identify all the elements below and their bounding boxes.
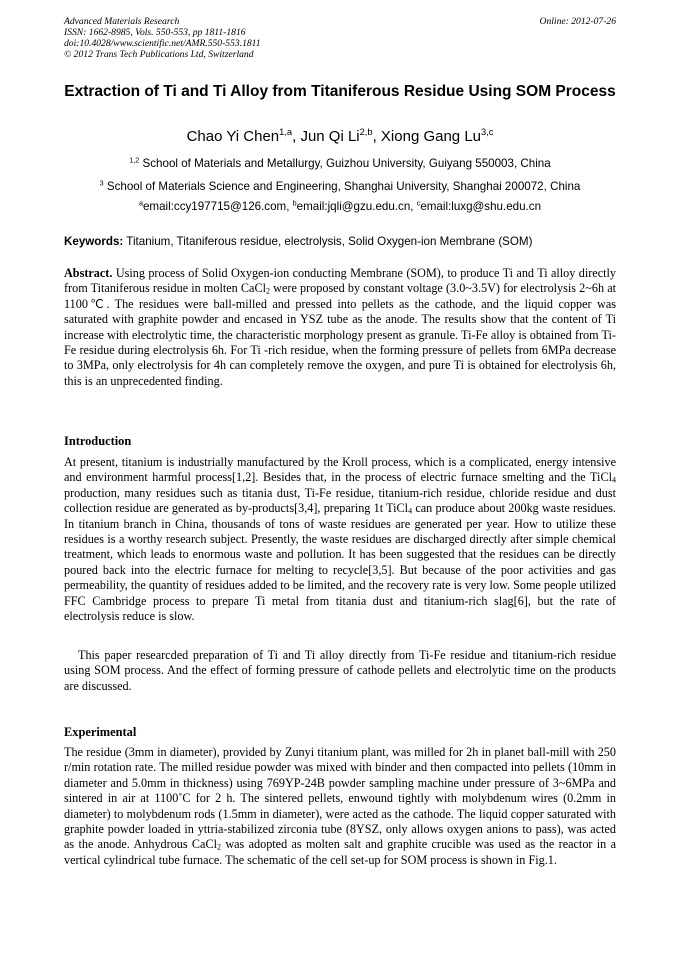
abstract-text: Using process of Solid Oxygen-ion conducting Membrane (SOM), to produce Ti and Ti alloy directly from Titaniferous residue in molten CaCl (64, 266, 616, 296)
experimental-paragraph (64, 745, 616, 868)
introduction-heading: Introduction (64, 434, 132, 448)
email-link[interactable]: email:jqli@gzu.edu.cn (296, 200, 411, 213)
journal-copyright: © 2012 Trans Tech Publications Ltd, Switzerland (64, 49, 254, 60)
author-name: Jun Qi Li (300, 128, 360, 145)
subscript: 2 (265, 287, 271, 297)
introduction-paragraph-1 (64, 455, 616, 624)
keywords (64, 235, 616, 249)
journal-header (64, 16, 616, 60)
abstract-label: Abstract. (64, 266, 113, 280)
affiliation-1 (64, 157, 616, 171)
author-list: Chao Yi Chen$^{1,a}$, Jun Qi Li$^{2,b}$, Xiong Gang Lu$^{3,c}$ (186, 126, 494, 145)
email-link[interactable]: email:luxg@shu.edu.cn (420, 200, 542, 213)
paper-title: Extraction of Ti and Ti Alloy from Titaniferous Residue Using SOM Process (64, 83, 616, 100)
email-mark: a (138, 198, 143, 208)
abstract-text: were proposed by constant voltage (3.0~3.5V) for electrolysis 2~6h at 1100℃. The residues were ball-milled and pressed into pellets as the cathode, and the liquid copper was saturated with graphite powder and encased in YSZ tube as the anode. The results show that the content of Ti increase with electrolytic time, the characteristic morphology present as granule. Ti-Fe alloy is obtained from Ti-Fe residue during electrolysis 6h. For Ti -rich residue, when the forming pressure of pellets from 6MPa decrease to 3MPa, only electrolysis for 4h can completely remove the oxygen, and pure Ti is obtained for electrolysis 6h, this is an unprecedented finding. (64, 281, 616, 388)
paragraph-text: can produce about 200kg waste residues. In titanium branch in China, thousands of tons of waste residues are generated per year. How to utilize these residues is a worthy research subject. Presently, the waste residues are discharged directly after simple chemical treatment, which leads to enormous waste and pollution. It has been suggested that the residues can be directly poured back into the electric furnace for melting to recycle[3,5]. But because of the poor activities and gas permeability, the quantity of residues added to be limited, and the recovery rate is very low. Some people utilized FFC Cambridge process to prepare Ti metal from titania dust and titanium-rich slag[6], but the rate of electrolysis reduce is slow. (64, 501, 616, 624)
author-name: Chao Yi Chen (186, 128, 280, 145)
email-mark: b (292, 198, 297, 208)
email-list: $^a$email:ccy197715@126.com, $^b$email:jqli@gzu.edu.cn, $^c$email:luxg@shu.edu.cn (138, 198, 542, 213)
header-left (64, 16, 616, 60)
email-link[interactable]: email:ccy197715@126.com (142, 200, 287, 213)
author-affiliation-mark: 1,a (279, 126, 293, 137)
online-date: Online: 2012-07-26 (539, 16, 616, 27)
subscript: 4 (611, 476, 616, 486)
paragraph-text: was adopted as molten salt and graphite crucible was used as the reactor in a vertical cylindrical tube furnace. The schematic of the cell set-up for SOM process is shown in Fig.1. (64, 837, 616, 867)
paragraph-text: production, many residues such as titania dust, Ti-Fe residue, titanium-rich residue, chloride residue and dust collection residue are generated as by-products[3,4], preparing 1t TiCl (64, 485, 616, 516)
abstract (64, 266, 616, 389)
author-name: Xiong Gang Lu (380, 128, 481, 145)
paragraph-text: At present, titanium is industrially manufactured by the Kroll process, which is a complicated, energy intensive and environment harmful process[1,2]. Besides that, in the process of electric furnace smelting and the TiCl (64, 455, 616, 485)
journal-name: Advanced Materials Research (64, 16, 180, 27)
email-mark: c (416, 198, 421, 208)
experimental-heading: Experimental (64, 725, 137, 739)
affiliation-mark: 1,2 (129, 155, 140, 165)
journal-issn: ISSN: 1662-8985, Vols. 550-553, pp 1811-1816 (64, 27, 246, 38)
subscript: 4 (408, 506, 413, 516)
affiliation-mark: 3 (99, 178, 104, 188)
subscript: 2 (216, 843, 222, 853)
introduction-paragraph-2: This paper researcded preparation of Ti and Ti alloy directly from Ti-Fe residue and titanium-rich residue using SOM process. And the effect of forming pressure of cathode pellets and electrolytic time on the products are discussed. (64, 648, 616, 693)
affiliation-text: School of Materials and Metallurgy, Guizhou University, Guiyang 550003, China (142, 157, 551, 170)
author-affiliation-mark: 3,c (481, 126, 494, 137)
affiliation-2 (64, 180, 616, 194)
author-affiliation-mark: 2,b (359, 126, 373, 137)
keywords-text: Titanium, Titaniferous residue, electrolysis, Solid Oxygen-ion Membrane (SOM) (126, 235, 533, 248)
paragraph-text: The residue (3mm in diameter), provided by Zunyi titanium plant, was milled for 2h in planet ball-mill with 250 r/min rotation rate. The milled residue powder was mixed with binder and then compacted into pellets (10mm in diameter and 5.0mm in thickness) using 769YP-24B powder sampling machine under pressure of 3~6MPa and sintered in air at 1100˚C for 2 h. The sintered pellets, enwound tightly with molybdenum wires (0.2mm in diameter) to molybdenum rods (1.5mm in diameter), were acted as the cathode. The liquid copper saturated with graphite powder loaded in yttria-stabilized zirconia tube (8YSZ, only allows oxygen anions to pass), was acted as the anode. Anhydrous CaCl (64, 745, 616, 852)
journal-doi[interactable]: doi:10.4028/www.scientific.net/AMR.550-553.1811 (64, 38, 261, 49)
affiliation-text: School of Materials Science and Engineering, Shanghai University, Shanghai 200072, China (106, 180, 581, 193)
keywords-label: Keywords: (64, 235, 124, 248)
